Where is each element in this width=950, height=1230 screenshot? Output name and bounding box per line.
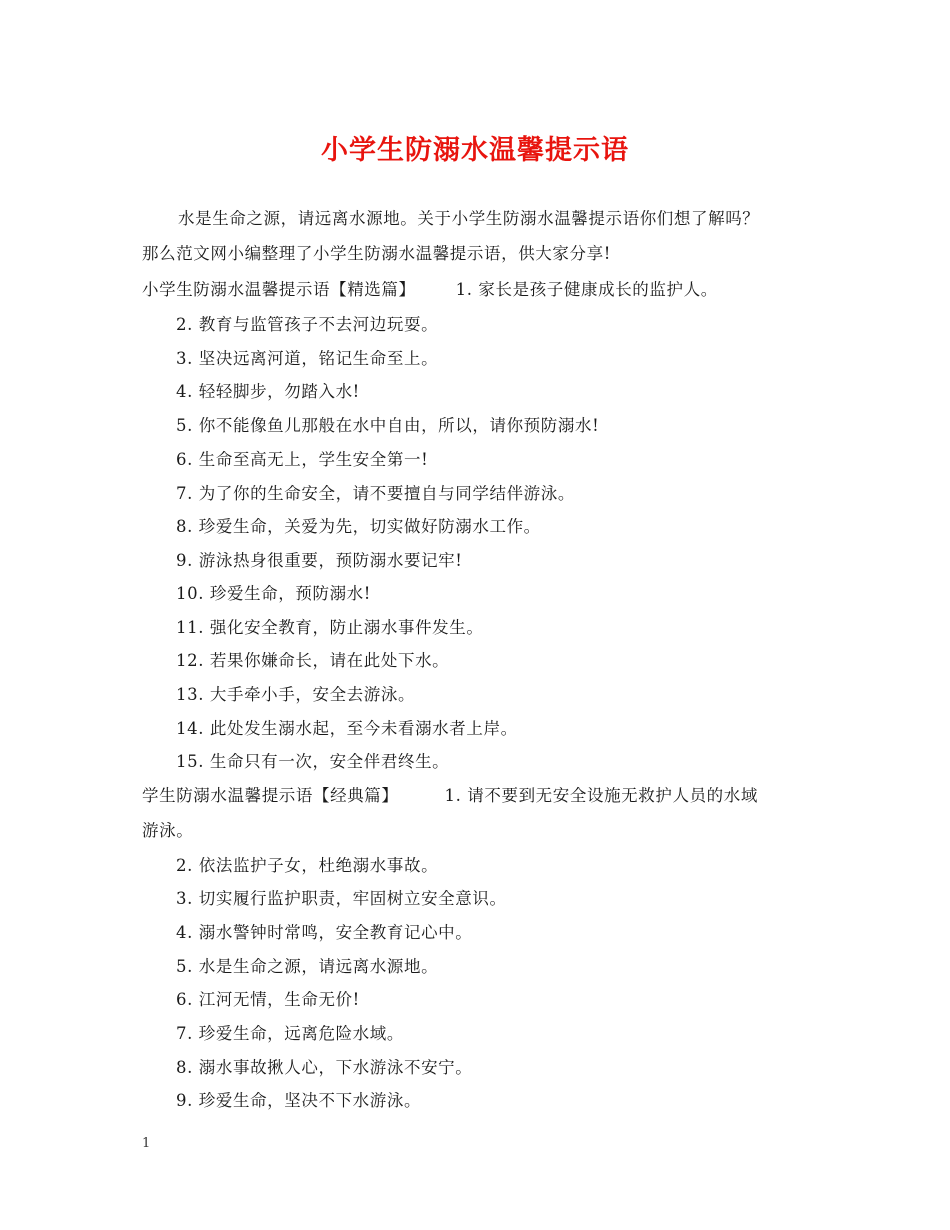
list-item: 5. 水是生命之源，请远离水源地。 (176, 957, 439, 976)
list-item: 9. 珍爱生命，坚决不下水游泳。 (176, 1091, 422, 1110)
list-item: 15. 生命只有一次，安全伴君终生。 (176, 752, 450, 771)
list-item: 12. 若果你嫌命长，请在此处下水。 (176, 651, 450, 670)
section-heading-1 (142, 279, 718, 301)
list-item: 2. 依法监护子女，杜绝溺水事故。 (176, 856, 439, 875)
list-item: 7. 珍爱生命，远离危险水域。 (176, 1024, 404, 1043)
list-item: 3. 切实履行监护职责，牢固树立安全意识。 (176, 889, 507, 908)
page-number: 1 (142, 1136, 151, 1151)
list-item: 2. 教育与监管孩子不去河边玩耍。 (176, 315, 439, 334)
list-item: 10. 珍爱生命，预防溺水! (176, 584, 372, 603)
list-item: 6. 生命至高无上，学生安全第一! (176, 450, 429, 469)
list-item: 4. 轻轻脚步，勿踏入水! (176, 382, 360, 401)
list-item: 13. 大手牵小手，安全去游泳。 (176, 685, 416, 704)
section-heading-text: 学生防溺水温馨提示语【经典篇】 (142, 786, 399, 805)
list-item: 7. 为了你的生命安全，请不要擅自与同学结伴游泳。 (176, 484, 575, 503)
intro-line-1: 水是生命之源，请远离水源地。关于小学生防溺水温馨提示语你们想了解吗？ (178, 209, 760, 228)
list-item: 11. 强化安全教育，防止溺水事件发生。 (176, 618, 484, 637)
intro-line-2: 那么范文网小编整理了小学生防溺水温馨提示语，供大家分享! (142, 244, 611, 263)
list-item: 8. 溺水事故揪人心，下水游泳不安宁。 (176, 1058, 473, 1077)
list-item: 14. 此处发生溺水起，至今未看溺水者上岸。 (176, 719, 518, 738)
list-item: 1. 请不要到无安全设施无救护人员的水域 (444, 786, 758, 805)
section-heading-2 (142, 785, 758, 807)
document-title: 小学生防溺水温馨提示语 (321, 135, 629, 166)
list-item: 3. 坚决远离河道，铭记生命至上。 (176, 349, 439, 368)
list-item: 1. 家长是孩子健康成长的监护人。 (455, 280, 718, 299)
list-item: 4. 溺水警钟时常鸣，安全教育记心中。 (176, 923, 473, 942)
list-item: 8. 珍爱生命，关爱为先，切实做好防溺水工作。 (176, 517, 541, 536)
section-heading-text: 小学生防溺水温馨提示语【精选篇】 (142, 280, 416, 299)
list-item: 5. 你不能像鱼儿那般在水中自由，所以，请你预防溺水! (176, 416, 600, 435)
list-item: 9. 游泳热身很重要，预防溺水要记牢! (176, 551, 463, 570)
list-item-continuation: 游泳。 (142, 821, 194, 840)
list-item: 6. 江河无情，生命无价! (176, 990, 360, 1009)
